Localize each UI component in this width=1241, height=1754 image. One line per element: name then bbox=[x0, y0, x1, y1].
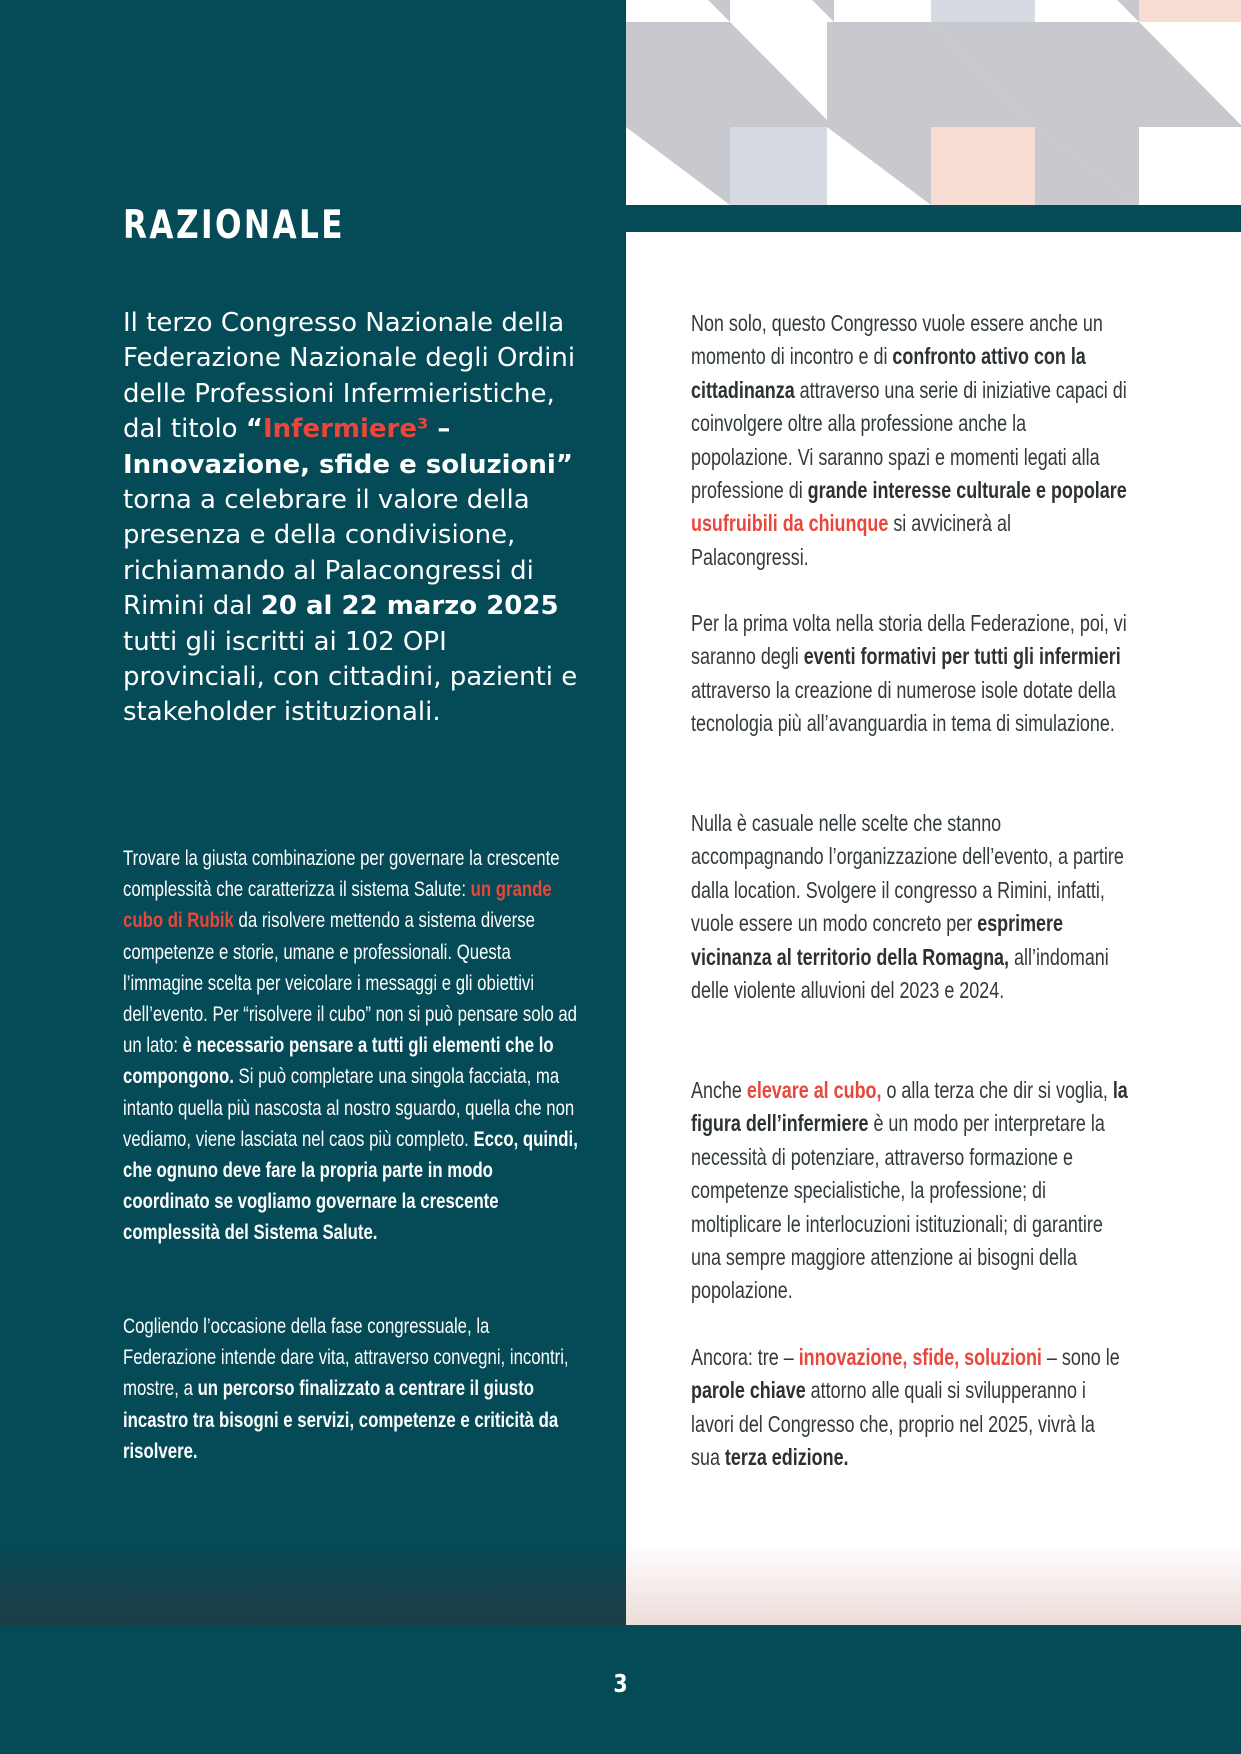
right-paragraph-5 bbox=[691, 1341, 1128, 1475]
quote-open: “ bbox=[245, 414, 263, 445]
page-number: 3 bbox=[613, 1669, 628, 1698]
body-text: Non solo, questo Congresso vuole essere anche un momento di incontro e di bbox=[691, 310, 1103, 370]
right-paragraph-1 bbox=[691, 307, 1128, 574]
left-paragraph-1 bbox=[123, 843, 583, 1249]
bold-text: eventi formativi per tutti gli infermieri bbox=[803, 643, 1121, 670]
bold-text: grande interesse culturale e popolare bbox=[807, 477, 1127, 504]
body-text: Per la prima volta nella storia della Federazione, poi, vi saranno degli bbox=[691, 610, 1127, 670]
lead-text: tutti gli iscritti ai 102 OPI provinciali, con cittadini, pazienti e stakeholder istituzionali. bbox=[123, 626, 578, 728]
lead-text: torna a celebrare il valore della presenza e della condivisione, richiamando al Palacongressi di Rimini dal bbox=[123, 485, 534, 622]
congress-title-highlight: Infermiere³ bbox=[262, 414, 429, 445]
highlight-text: elevare al cubo, bbox=[746, 1077, 882, 1103]
body-text: Anche bbox=[691, 1077, 747, 1103]
bold-text: parole chiave bbox=[691, 1377, 806, 1404]
highlight-text: usufruibili da chiunque bbox=[691, 510, 889, 537]
lead-text: Il terzo Congresso Nazionale della Federazione Nazionale degli Ordini delle Professioni Infermieristiche, dal titolo bbox=[123, 308, 576, 445]
lead-paragraph bbox=[123, 306, 593, 731]
teal-band bbox=[626, 205, 1241, 232]
bold-text: è necessario pensare a tutti gli elementi che lo compongono. bbox=[123, 1033, 554, 1089]
body-text: Si può completare una singola facciata, ma intanto quella più nascosta al nostro sguardo, quella che non vediamo, viene lasciata nel caos più completo. bbox=[123, 1064, 575, 1151]
left-body bbox=[123, 843, 713, 1463]
bold-text: un percorso finalizzato a centrare il giusto incastro tra bisogni e servizi, competenze e criticità da risolvere. bbox=[123, 1376, 559, 1463]
body-text: – sono le bbox=[1041, 1344, 1120, 1370]
bold-text: la figura dell’infermiere bbox=[691, 1077, 1128, 1137]
right-paragraph-3 bbox=[691, 807, 1128, 1007]
bold-text: confronto attivo con la cittadinanza bbox=[691, 343, 1086, 403]
body-text: è un modo per interpretare la necessità di potenziare, attraverso formazione e competenze specialistiche, la professione; di moltiplicare le interlocuzioni istituzionali; di garantire una sempre maggiore attenzione ai bisogni della popolazione. bbox=[691, 1110, 1105, 1304]
page-footer bbox=[0, 1625, 1241, 1754]
highlight-text: innovazione, sfide, soluzioni bbox=[798, 1344, 1042, 1370]
left-paragraph-2 bbox=[123, 1311, 583, 1467]
highlight-text: un grande cubo di Rubik bbox=[123, 877, 552, 933]
congress-dates: 20 al 22 marzo 2025 bbox=[260, 591, 559, 622]
body-text: si avvicinerà al Palacongressi. bbox=[691, 510, 1011, 570]
body-text: o alla terza che dir si voglia, bbox=[881, 1077, 1113, 1103]
body-text: attorno alle quali si svilupperanno i lavori del Congresso che, proprio nel 2025, vivrà la sua bbox=[691, 1377, 1095, 1471]
bold-text: terza edizione. bbox=[724, 1444, 849, 1471]
right-paragraph-4 bbox=[691, 1074, 1128, 1308]
body-text: attraverso una serie di iniziative capaci di coinvolgere oltre alla professione anche la popolazione. Vi saranno spazi e momenti legati alla professione di bbox=[691, 376, 1127, 504]
triangle-tiles-graphic bbox=[626, 0, 1241, 205]
body-text: Cogliendo l’occasione della fase congressuale, la Federazione intende dare vita, attraverso convegni, incontri, mostre, a bbox=[123, 1314, 569, 1401]
body-text: Nulla è casuale nelle scelte che stanno accompagnando l’organizzazione dell’evento, a partire dalla location. Svolgere il congresso a Rimini, infatti, vuole essere un modo concreto per bbox=[691, 810, 1124, 937]
body-text: all’indomani delle violente alluvioni del 2023 e 2024. bbox=[691, 943, 1109, 1004]
section-title: RAZIONALE bbox=[123, 203, 345, 248]
right-paragraph-2 bbox=[691, 607, 1128, 741]
geometric-pattern-decoration bbox=[626, 0, 1241, 205]
congress-title-rest: – Innovazione, sfide e soluzioni” bbox=[123, 414, 573, 480]
body-text: Trovare la giusta combinazione per governare la crescente complessità che caratterizza il sistema Salute: bbox=[123, 846, 560, 902]
body-text: da risolvere mettendo a sistema diverse competenze e storie, umane e professionali. Questa l’immagine scelta per veicolare i messaggi e gli obiettivi dell’evento. Per “risolvere il cubo” non si può pensare solo ad un lato: bbox=[123, 908, 577, 1058]
bold-text: esprimere vicinanza al territorio della Romagna, bbox=[691, 910, 1063, 970]
body-text: Ancora: tre – bbox=[691, 1344, 799, 1370]
body-text: attraverso la creazione di numerose isole dotate della tecnologia più all’avanguardia in tema di simulazione. bbox=[691, 676, 1116, 737]
bold-text: Ecco, quindi, che ognuno deve fare la propria parte in modo coordinato se vogliamo governare la crescente complessità del Sistema Salute. bbox=[123, 1126, 578, 1245]
